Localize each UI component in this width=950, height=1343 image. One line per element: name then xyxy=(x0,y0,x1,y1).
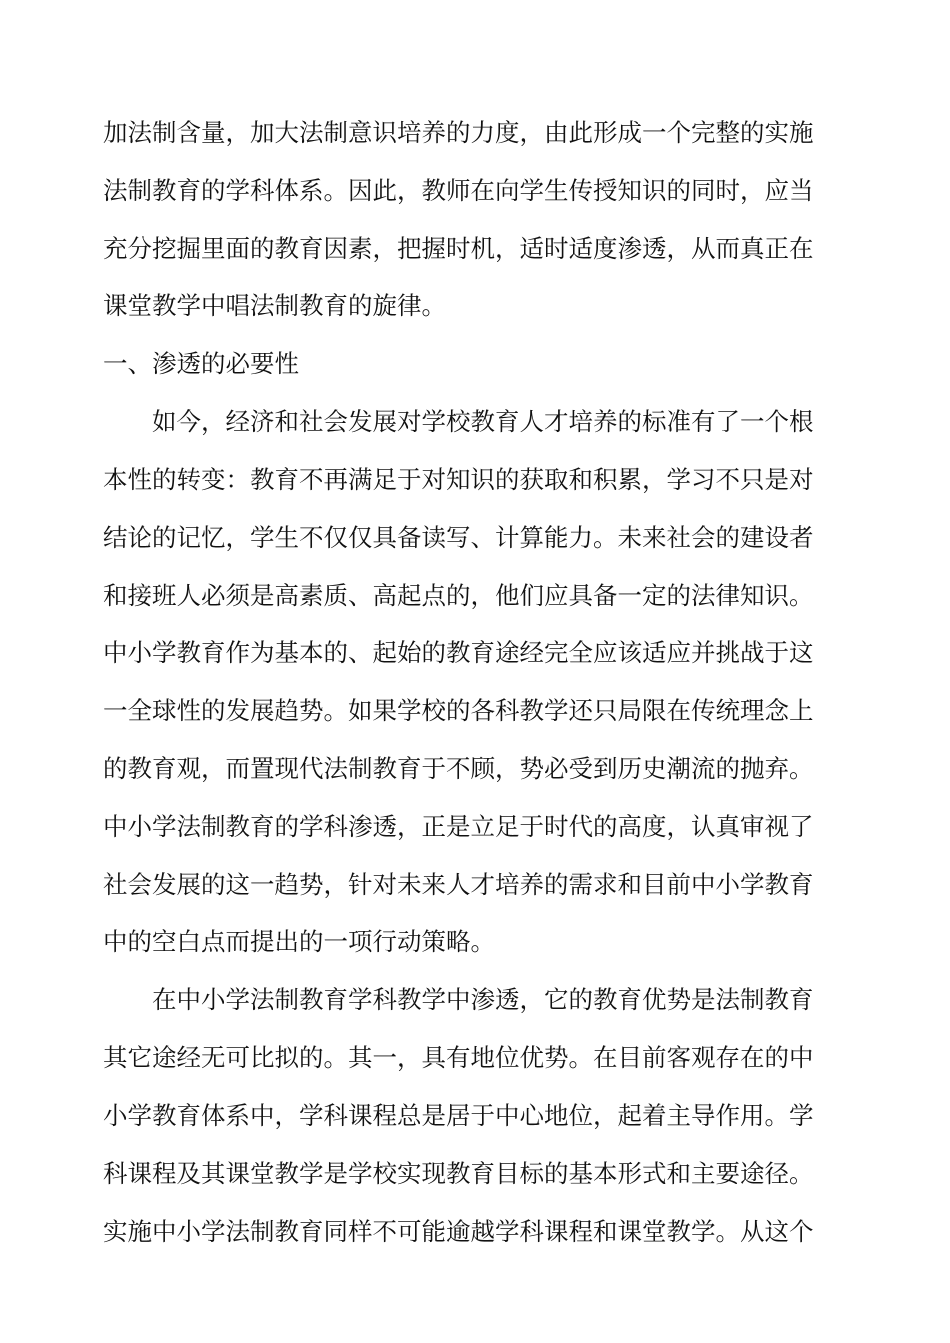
paragraph-line: 课堂教学中唱法制教育的旋律。 xyxy=(103,291,446,320)
paragraph-line: 科课程及其课堂教学是学校实现教育目标的基本形式和主要途径。 xyxy=(103,1159,814,1188)
paragraph-line: 法制教育的学科体系。因此，教师在向学生传授知识的同时，应当 xyxy=(103,176,814,205)
paragraph-line: 中小学法制教育的学科渗透，正是立足于时代的高度，认真审视了 xyxy=(103,812,814,841)
paragraph-line: 和接班人必须是高素质、高起点的，他们应具备一定的法律知识。 xyxy=(103,581,814,610)
paragraph-line: 一全球性的发展趋势。如果学校的各科教学还只局限在传统理念上 xyxy=(103,696,814,725)
paragraph-line: 充分挖掘里面的教育因素，把握时机，适时适度渗透，从而真正在 xyxy=(103,234,814,263)
paragraph-line: 其它途经无可比拟的。其一，具有地位优势。在目前客观存在的中 xyxy=(103,1043,814,1072)
paragraph-line: 加法制含量，加大法制意识培养的力度，由此形成一个完整的实施 xyxy=(103,118,814,147)
paragraph-line: 本性的转变：教育不再满足于对知识的获取和积累，学习不只是对 xyxy=(103,465,814,494)
paragraph-line: 实施中小学法制教育同样不可能逾越学科课程和课堂教学。从这个 xyxy=(103,1217,814,1246)
section-heading: 一、渗透的必要性 xyxy=(103,349,299,378)
paragraph-line: 在中小学法制教育学科教学中渗透，它的教育优势是法制教育 xyxy=(152,985,814,1014)
paragraph-line: 中小学教育作为基本的、起始的教育途经完全应该适应并挑战于这 xyxy=(103,638,814,667)
paragraph-line: 结论的记忆，学生不仅仅具备读写、计算能力。未来社会的建设者 xyxy=(103,523,814,552)
paragraph-line: 如今，经济和社会发展对学校教育人才培养的标准有了一个根 xyxy=(152,407,814,436)
paragraph-line: 社会发展的这一趋势，针对未来人才培养的需求和目前中小学教育 xyxy=(103,870,814,899)
paragraph-line: 中的空白点而提出的一项行动策略。 xyxy=(103,927,495,956)
paragraph-line: 小学教育体系中，学科课程总是居于中心地位，起着主导作用。学 xyxy=(103,1101,814,1130)
paragraph-line: 的教育观，而置现代法制教育于不顾，势必受到历史潮流的抛弃。 xyxy=(103,754,814,783)
